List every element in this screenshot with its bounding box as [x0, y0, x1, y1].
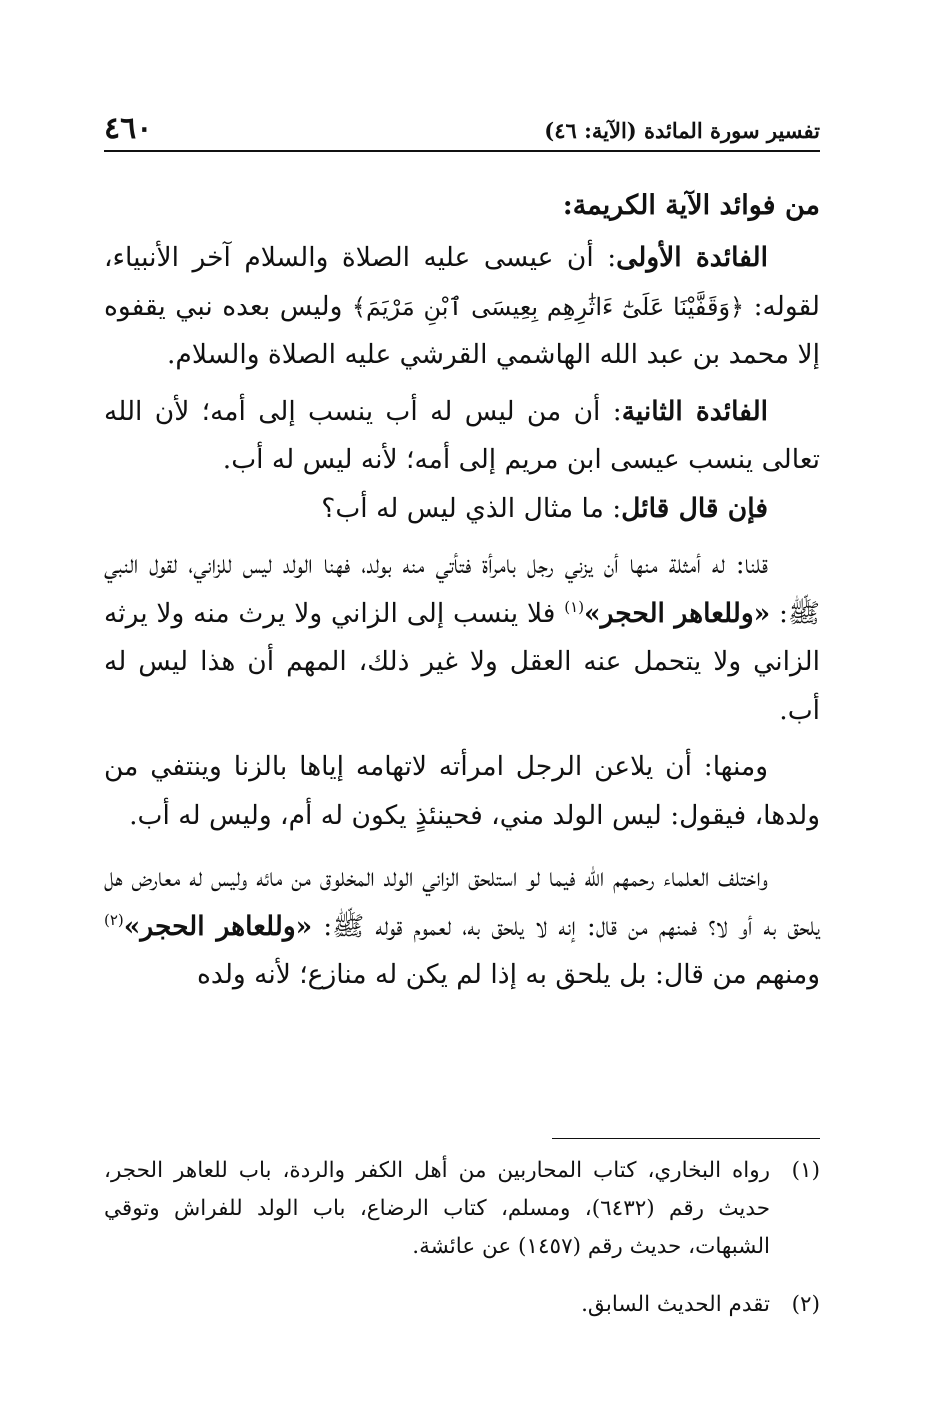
running-title: تفسير سورة المائدة (الآية: ٤٦) [544, 118, 820, 143]
footnote-ref-1[interactable]: (١) [564, 597, 585, 616]
section-title: من فوائد الآية الكريمة: [562, 190, 820, 221]
question-heading: فإن قال قائل [621, 492, 768, 524]
footnote-2-number: (٢) [791, 1292, 820, 1317]
benefit-1-text-b: وليس بعده نبي يقفوه إلا محمد بن عبد الله الهاشمي القرشي عليه الصلاة والسلام. [104, 290, 820, 370]
lian-text: ومنها: أن يلاعن الرجل امرأته لاتهامه إياها بالزنا وينتفي من ولدها، فيقول: ليس الولد مني، فحينئذٍ يكون له أم، وليس له أب. [104, 751, 820, 831]
benefit-1-heading: الفائدة الأولى [616, 242, 768, 273]
paragraph-answer [104, 541, 820, 735]
paragraph-lian [104, 743, 820, 840]
benefit-2-heading: الفائدة الثانية [621, 395, 768, 427]
footnote-2-text: تقدم الحديث السابق. [581, 1292, 770, 1317]
scholars-text-a: واختلف العلماء رحمهم الله فيما لو استلحق الزاني الولد المخلوق من مائه وليس له معارض هل يلحق به أو لا؟ فمنهم من قال: إنه لا يلحق به، لعموم قوله ﷺ: [104, 862, 820, 942]
answer-text-a: قلنا: له أمثلة منها أن يزني رجل بامرأة فتأتي منه بولد، فهنا الولد ليس للزاني، لقول النبي ﷺ: [104, 549, 820, 629]
footnote-2 [104, 1286, 820, 1324]
benefit-2-text: : أن من ليس له أب ينسب إلى أمه؛ لأن الله تعالى ينسب عيسى ابن مريم إلى أمه؛ لأنه ليس له أب. [104, 395, 820, 475]
page-header [104, 110, 820, 146]
main-text [104, 178, 820, 1000]
header-rule [104, 150, 820, 152]
question-text: : ما مثال الذي ليس له أب؟ [321, 492, 622, 524]
page-number: ٤٦٠ [104, 111, 153, 146]
footnote-rule [552, 1138, 820, 1139]
paragraph-scholars [104, 854, 820, 1000]
quran-verse: ﴿وَقَفَّيْنَا عَلَىٰٓ ءَاثَٰرِهِم بِعِيسَى ٱبْنِ مَرْيَمَ﴾ [351, 292, 745, 321]
footnote-1-number: (١) [791, 1158, 820, 1183]
benefit-1-text-a: : أن عيسى عليه الصلاة والسلام آخر الأنبياء، لقوله: [104, 242, 820, 322]
book-page [104, 0, 820, 1404]
scholars-text-b: ومنهم من قال: بل يلحق به إذا لم يكن له منازع؛ لأنه ولده [197, 959, 820, 990]
hadith-quote-2: «وللعاهر الحجر» [123, 910, 313, 942]
hadith-quote-1: «وللعاهر الحجر» [584, 597, 771, 629]
paragraph-benefit-1 [104, 234, 820, 380]
footnote-1-text: رواه البخاري، كتاب المحاربين من أهل الكفر والردة، باب للعاهر الحجر، حديث رقم (٦٤٣٢)، ومسلم، كتاب الرضاع، باب الولد للفراش وتوقي الشبهات، حديث رقم (١٤٥٧) عن عائشة. [104, 1158, 770, 1259]
paragraph-question [104, 485, 820, 534]
paragraph-benefit-2 [104, 388, 820, 485]
footnote-ref-2[interactable]: (٢) [104, 910, 124, 929]
footnote-1 [104, 1152, 820, 1266]
footnotes [104, 1152, 820, 1324]
answer-text-b: فلا ينسب إلى الزاني ولا يرث منه ولا يرثه الزاني ولا يتحمل عنه العقل ولا غير ذلك، المهم أن هذا ليس له أب. [104, 597, 820, 726]
